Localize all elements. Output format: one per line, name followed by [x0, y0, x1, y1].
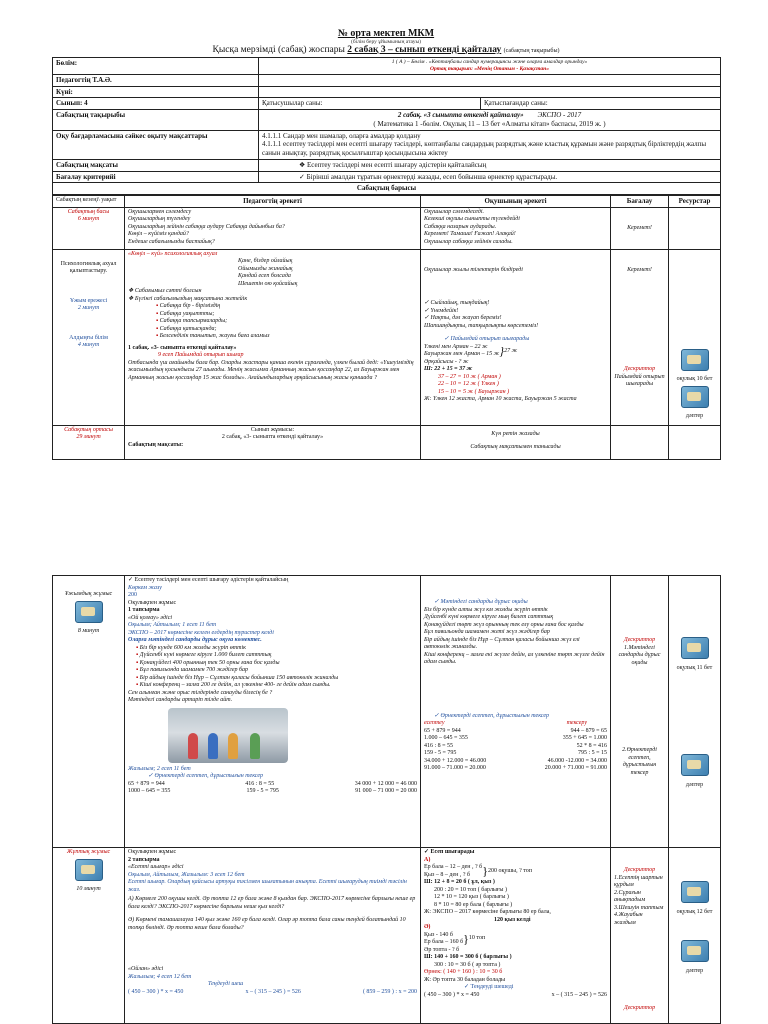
class-label: Сынып: 4 [53, 98, 259, 110]
stage-group: Ұжымдық жұмыс 8 минут [53, 576, 125, 848]
section-value: 1 ( А ) – Бөлім . «Көптаңбалы сандар нумерациясы және оларға амалдар орындау» Ортақ тақырып: «Менің Отаным - Қазақстан» [259, 58, 721, 75]
plan-lesson: 2 сабақ 3 – сынып өткенді қайталау [347, 45, 502, 55]
teacher-middle: Сынып жұмысы: 2 сабақ, «3- сыныпта өткенді қайталау» Сабақтың мақсаты: [125, 425, 421, 459]
book-thumbnail-icon [681, 349, 709, 371]
classroom-photo [168, 708, 288, 763]
teacher-psy: «Көңіл – күй» психологиялық ахуал Қане, біздер ойлайық Ойымызды жинайық Қандай есеп болсада Шешетін ою қойсайық ❖ Сабағымыз сәтті болсын ❖ Бүгінгі сабағымыздың мақсатына жетейік ▪ Сабаққа бір - біріміздің ▪ Сабаққа уақыттты; ▪ Сабаққа тапсырмаларды; ▪ Сабаққа қатысқанда; ▪ Белсенділік танытып, жауғы баға аламыз 1 сабақ. «3- сыныпта өткенді қайталау» 9 есеп Пайымдай отырып шығар Отбасында үш ағайынды бала бар. Оларды жастары қанша екенін сұрағанда, үлкен былай деді: «Үшеуіміздің жасымыздың қосындысы 27 шығады. Менің жасымға Арманның жасын қоссаңдар 22, ал Бауыржан мен Арманның жасын қоссаңдар 15 жас болады». Ағайындылардың әрқайсысының жасы қаншада ? [125, 249, 421, 425]
teacher-pair: Оқулықпен жұмыс 2 тапсырма «Есепті шығар» әдісі Оқылым, Айтылым, Жазылым: 3 есеп 12 бет Есепті шығар. Олардың қайсысы артуқы тәсілмен шығатынын анықта. Есепті шығарудың тиімді тәсілін жаз. А) Көрмеге 200 оқушы келді. Әр топта 12 ер бала және 8 қыздан бар. ЭКСПО-2017 көрмесіне барлығы неше ер бала келді? ЭКСПО-2017 көрмесіне барлығы неше қыз келді? Ә) Көрмені тамашалауға 140 қыз және 160 ер бала келді. Олар әр топта бала саны теңдей болатындай 10 топқа бөлінді. Әр топта неше бала болады? «Ойлан» әдісі Жазылым; 4 есеп 12 бет Теңдеуді шеш ( 450 – 300 ) * х = 450 х – ( 315 – 245 ) = 526 ( 859 – 259 ) : х = 200 [125, 848, 421, 1024]
topic-value: 2 сабақ. «3 сыныпта өткенді қайталау» ЭКСПО - 2017 ( Математика 1 -бөлім. Оқулық 11 – 13 бет «Алматы кітап» баспасы, 2019 ж. ) [259, 110, 721, 131]
student-pair: ✓ Есеп шығарады А) Ер бала – 12 – ден , ? б Қыз – 8 – ден , ? б } 200 оқушы, ? топ Ш: 12 + 8 = 20 б ( ұл, қыз ) 200 : 20 = 10 топ ( барлығы ) 12 * 10 = 120 қыз ( барлығы ) 8 * 10 = 80 ер бала ( барлығы ) Ж: ЭКСПО – 2017 көрмесіне барлығы 80 ер бала, 120 қыз келді Ә) Қыз - 140 б Ер бала – 160 б } 10 топ Әр топта - ? б Ш: 140 + 160 = 300 б ( барлығы ) 300 : 10 = 30 б ( әр топта ) Өрнек: ( 140 + 160 ) : 10 = 30 б Ж: Әр топта 30 баладан болады ✓ Теңдеуді шешеді ( 450 – 300 ) * х = 450 х – ( 315 – 245 ) = 526 [421, 848, 611, 1024]
topic-label: Сабақтың тақырыбы [53, 110, 259, 131]
student-group: ✓ Мәтіндегі сандарды дұрыс оқиды Біз бір күнде алты жүз км жолды жүріп өттік Дүйсенбі күні көрмеге кіруге мың билет сатттық Қонақүйдегі төрт жүз орынның тек елу орны ғана бос қалды Бұл павильонда шамамен жеті жүз жәдігер бар Бір айдың ішінде біз Нұр – Сұлтан қаласы бойынша жүз елі автокөлік жиналды. Кіші конференц – залға екі жүзге дейін, ал үлкеніне төрт жүзге дейін адам сыяды. ✓ Өрнектерді есептеп, дұрыстығын тексер есептеу тексеру 65 + 879 = 944 944 – 879 = 65 1.000 – 645 = 355 355 + 645 = 1.000 416 : 8 = 55 52 * 8 = 416 159 - 5 = 795 795 : 5 = 15 34.000 + 12.000 = 46.000 46.000 -12.000 = 34.000 91.000 – 71.000 = 20.000 20.000 + 71.000 = 91.000 [421, 576, 611, 848]
common-theme: Ортақ тақырып: «Менің Отаным - Қазақстан» [430, 65, 549, 72]
flow-table-2 [52, 575, 721, 1024]
student-middle: Күн ретін жазады Сабақтың мақсатымен танысады [421, 425, 611, 459]
flow-title: Сабақтың барысы [53, 183, 721, 195]
col-stage: Сабақтың кезеңі\ уақыт [53, 196, 125, 208]
stage-start: Сабақтың басы 6 минут [53, 207, 125, 249]
page-1 [52, 28, 720, 513]
assess-pair: Дескриптор 1.Есептің шартын құрдым 2.Сұрағын анықтадым 3.Шешуін таптым 4.Жауабын жаздым Дескриптор [611, 848, 669, 1024]
group-work-icon [75, 601, 103, 623]
date-label: Күні: [53, 86, 259, 98]
topic-book: ( Математика 1 -бөлім. Оқулық 11 – 13 бет «Алматы кітап» баспасы, 2019 ж. ) [373, 119, 606, 128]
flow-table-1 [52, 195, 721, 460]
pair-work-icon [75, 859, 103, 881]
school-subtitle: (білім беру ұйымының атауы) [351, 39, 421, 45]
res-start [669, 207, 721, 249]
assess-psy: Керемет! Дескриптор Пайымдай отырып шығарады [611, 249, 669, 425]
present-label: Қатысушылар саны: [259, 98, 481, 110]
book-thumbnail-icon [681, 637, 709, 659]
goals-value: 4.1.1.1 Сандар мен шамалар, оларға амалдар қолдану 4.1.1.1 есептеу тәсілдері мен есепті шығару тәсілдері, көптаңбалы сандардың разрядтық және кластық құрамын және разрядтық бірліктердің жалпы санын анықтау, разрядтық қосылғыштар қосындысына жіктеу [259, 130, 721, 159]
col-resources: Ресурстар [669, 196, 721, 208]
teacher-value [259, 74, 721, 86]
stage-middle: Сабақтың ортасы 29 минут [53, 425, 125, 459]
assess-middle [611, 425, 669, 459]
assess-group: Дескриптор 1.Мәтіндегі сандарды дұрыс оқиды 2.Өрнектерді есептеп, дұрыстығын тексер [611, 576, 669, 848]
plan-title: Қысқа мерзімді (сабақ) жоспары 2 сабақ 3 – сынып өткенді қайталау (сабақтың тақырыбы) [212, 45, 560, 55]
teacher-group: ✓ Есептеу тәсілдері мен есепті шығару әдістерін қайталайсың Көркем жазу 200 Оқулықпен жұмыс 1 тапсырма «Ой қозғау» әдісі Оқылым; Айтылым; 1 есеп 11 бет ЭКСПО – 2017 көрмесіне келген елдердің туристер келді Оларға мәтіндегі сандарды дұрыс оқуға көмектес. ▪ Біз бір күнде 600 км жолды жүріп өттік ▪ Дүйсенбі күні көрмеге кіруге 1.000 билет сатттық ▪ Қонақүйдегі 400 орынның тек 50 орны ғана бос қалды ▪ Бұл павильонда шамамен 700 жәдігер бар ▪ Бір айдың ішінде біз Нұр – Сұлтан қаласы бойынша 150 автокөлік жиналды ▪ Кіші конференц – залға 200 ге дейін, ал үлкеніне 400- ге дейін адам сыяды. Сен алынған және орыс тілдерінде санауды білесің бе ? Мәтіндегі сандарды артиріп тілде айт. Жазылым; 2 есеп 11 бет ✓ Өрнектерді есептеп, дұрыстығын тексер 65 + 879 = 944 416 : 8 = 55 34 000 + 12 000 = 46 000 1000 – 645 = 355 159 - 5 = 795 91 000 – 71 000 = 20 000 [125, 576, 421, 848]
assess-start: Керемет! [611, 207, 669, 249]
student-start: Оқушылар сәлемдеседі. Кезекші оқушы сыныпты түгендейді Сабаққа назарын аударады. Керемет! Тамаша! Ғажап! Алақай! Оқушылар сабаққа зейінін салады. [421, 207, 611, 249]
res-group: оқулық 11 бет дәптер [669, 576, 721, 848]
absent-label: Қатыспағандар саны: [481, 98, 721, 110]
aim-label: Сабақтың мақсаты [53, 159, 259, 171]
page-2 [52, 575, 720, 1024]
criteria-label: Бағалау критерийі [53, 171, 259, 183]
school-title: № орта мектеп МКМ [337, 28, 435, 39]
date-value [259, 86, 721, 98]
info-table [52, 57, 721, 195]
res-psy: оқулық 10 бет дәптер [669, 249, 721, 425]
notebook-thumbnail-icon [681, 754, 709, 776]
teacher-start: Оқушылармен сәлемдесу Оқушылардың түгендеу Оқушылардың зейінін сабаққа аудару Сабаққа дайынбыз ба? Көңіл – күйіміз қандай? Ендеше сабағымызды бастайық? [125, 207, 421, 249]
notebook-thumbnail-icon [681, 940, 709, 962]
book-thumbnail-icon [681, 881, 709, 903]
criteria-value: ✓ Бірінші амалдан тұратын өрнектерді жазады, есеп бойынша өрнектер құрастырады. [259, 171, 721, 183]
student-psy: Оқушылар жылы тілектерін білдіреді ✓ Сыйлайық, тыңдайық! ✓ Үнемдейік! ✓ Нақты, дәл жауап береміз! Шапшаңдықты, тапқырлықты көрсетеміз! ✓ Пайымдай отырып шығарады Үлкені мен Арман – 22 ж Бауыржан мен Арман – 15 ж } 27 ж Әрқайсысы - ? ж Ш: 22 + 15 = 37 ж 37 – 27 = 10 ж ( Арман ) 22 – 10 = 12 ж ( Үлкен ) 15 – 10 = 5 ж ( Бауыржан ) Ж: Үлкен 12 жаста, Арман 10 жаста, Бауыржан 5 жаста [421, 249, 611, 425]
col-student: Оқушының әрекеті [421, 196, 611, 208]
aim-value: ❖ Есептеу тәсілдері мен есепті шығару әдістерін қайталайсың [259, 159, 721, 171]
goals-label: Оқу бағдарламасына сәйкес оқыту мақсаттары [53, 130, 259, 159]
teacher-label: Педагогтің Т.А.Ә. [53, 74, 259, 86]
problem-text: Отбасында үш ағайынды бала бар. Оларды жастары қанша екенін сұрағанда, үлкен былай деді: «Үшеуіміздің жасымыздың қосындысы 27 шығады. Менің жасымға Арманның жасын қоссаңдар 22, ал Бауыржан мен Арманның жасын қоссаңдар 15 жас болады». Ағайындылардың әрқайсысының жасы қаншада ? [128, 359, 414, 381]
col-assess: Бағалау [611, 196, 669, 208]
stage-pair: Жұптық жұмыс 10 минут [53, 848, 125, 1024]
col-teacher: Педагогтің әрекеті [125, 196, 421, 208]
res-pair: оқулық 12 бет дәптер [669, 848, 721, 1024]
section-label: Бөлім: [53, 58, 259, 75]
stage-psy: Психологиялық ахуал қалыптастыру. Ұжым ережесі 2 минут Алдыңғы білім 4 минут [53, 249, 125, 425]
notebook-thumbnail-icon [681, 386, 709, 408]
res-middle [669, 425, 721, 459]
